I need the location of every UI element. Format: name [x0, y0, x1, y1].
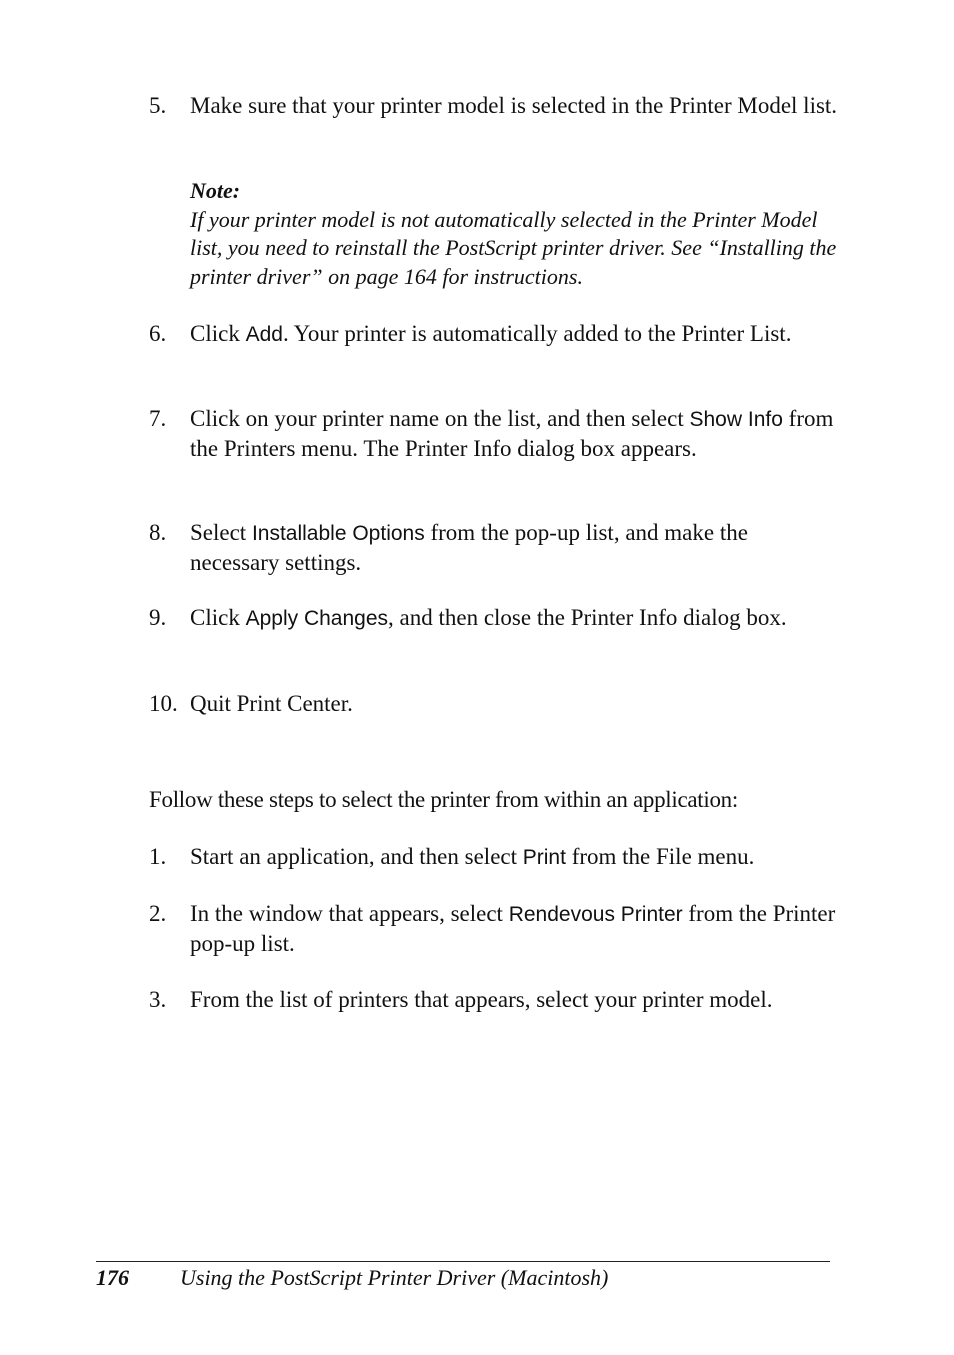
step-text-post: . Your printer is automatically added to the Printer List.: [282, 321, 792, 346]
ui-term-installable-options: Installable Options: [251, 522, 425, 545]
page-number: 176: [96, 1265, 129, 1290]
step-text: [190, 405, 840, 463]
step-text-pre: Click on your printer name on the list, and then select: [190, 406, 690, 431]
step-text: Quit Print Center.: [190, 691, 353, 716]
ui-term-show-info: Show Info: [689, 408, 783, 431]
footer-rule: [96, 1261, 830, 1262]
step-text-pre: Click: [190, 605, 246, 630]
note-label: Note:: [190, 178, 241, 203]
step-text: [190, 320, 840, 350]
step-text-post: , and then close the Printer Info dialog box.: [388, 605, 787, 630]
step-text-post: from the pop-up list, and make the necessary settings.: [190, 520, 748, 575]
step-number: 3.: [149, 987, 167, 1012]
step-number: 1.: [149, 844, 167, 869]
step-text: [190, 843, 870, 873]
step-text: From the list of printers that appears, select your printer model.: [190, 987, 773, 1012]
step-text-pre: Select: [190, 520, 252, 545]
step-text-pre: In the window that appears, select: [190, 901, 509, 926]
ui-term-apply-changes: Apply Changes: [245, 607, 389, 630]
step-text-pre: Click: [190, 321, 246, 346]
ui-term-rendevous-printer: Rendevous Printer: [508, 903, 683, 926]
step-text-post: from the Printer pop-up list.: [190, 901, 836, 956]
step-number: 5.: [149, 93, 167, 118]
intro-paragraph: Follow these steps to select the printer from within an application:: [149, 787, 738, 812]
ui-term-print: Print: [522, 846, 566, 869]
step-text-post: from the File menu.: [565, 844, 755, 869]
step-number: 10.: [149, 691, 178, 716]
step-text: [190, 604, 840, 634]
step-number: 8.: [149, 520, 167, 545]
step-text: [190, 519, 840, 577]
step-number: 2.: [149, 901, 167, 926]
step-number: 6.: [149, 321, 167, 346]
step-text: Make sure that your printer model is selected in the Printer Model list.: [190, 93, 838, 118]
running-title: Using the PostScript Printer Driver (Macintosh): [180, 1265, 609, 1290]
ui-term-add: Add: [245, 323, 283, 346]
note-block: [190, 177, 840, 291]
step-text-post: from the Printers menu. The Printer Info dialog box appears.: [190, 406, 834, 461]
step-text-pre: Start an application, and then select: [190, 844, 523, 869]
step-number: 9.: [149, 605, 167, 630]
step-text: [190, 900, 840, 958]
note-text: If your printer model is not automatically selected in the Printer Model list, you need to reinstall the PostScript printer driver. See “Installing the printer driver” on page 164 for instructions.: [190, 206, 837, 289]
step-number: 7.: [149, 406, 167, 431]
